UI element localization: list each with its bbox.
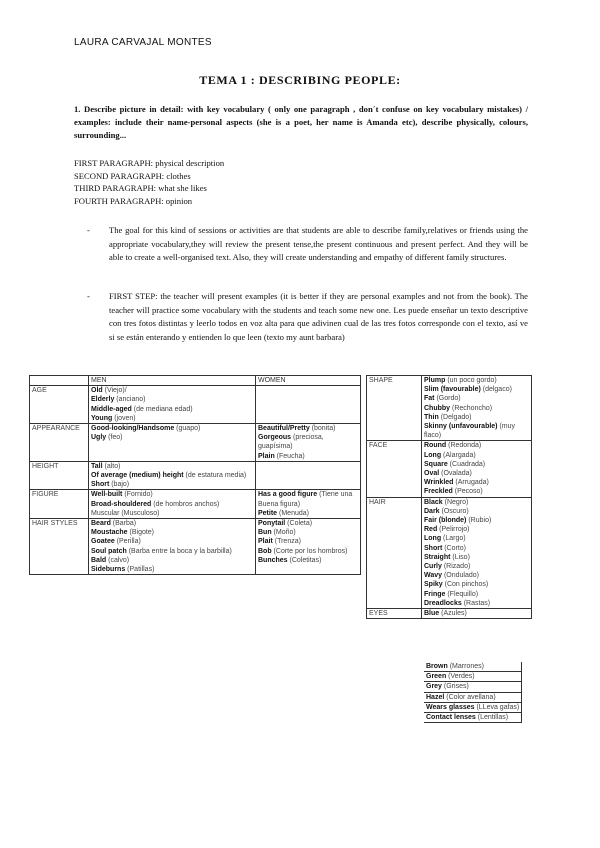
vocab-translation: (Verdes) <box>446 673 475 681</box>
vocab-table-eyes-continued <box>424 662 522 723</box>
vocab-translation: (Liso) <box>450 553 470 561</box>
table-row <box>30 424 361 462</box>
vocab-word: Square <box>424 460 448 468</box>
vocab-translation: (Pelirrojo) <box>437 526 470 534</box>
category-cell: AGE <box>30 386 89 424</box>
vocab-entry <box>424 422 529 440</box>
vocab-entry <box>424 451 529 460</box>
vocab-word: Dreadlocks <box>424 599 462 607</box>
women-cell <box>256 519 361 575</box>
vocab-translation: (Largo) <box>441 535 466 543</box>
vocab-entry <box>91 424 253 433</box>
vocab-entry <box>426 662 519 671</box>
vocab-entry <box>424 609 529 618</box>
items-cell <box>422 497 532 608</box>
vocab-word: Young <box>91 414 113 422</box>
category-cell: HAIR STYLES <box>30 519 89 575</box>
vocab-entry <box>258 433 358 451</box>
vocab-entry <box>258 537 358 546</box>
vocab-entry <box>424 498 529 507</box>
vocab-translation: (Bigote) <box>127 529 155 537</box>
vocab-word: Slim (favourable) <box>424 386 481 394</box>
vocab-entry <box>424 516 529 525</box>
author-name: LAURA CARVAJAL MONTES <box>74 37 212 48</box>
vocab-word: Chubby <box>424 404 451 412</box>
items-cell <box>424 672 522 682</box>
vocab-translation: (Menuda) <box>277 509 309 517</box>
vocab-translation: (Arrugada) <box>453 479 489 487</box>
vocab-translation: (Azules) <box>439 610 467 618</box>
vocab-translation: (Barba entre la boca y la barbilla) <box>126 547 232 555</box>
vocab-word: Plump <box>424 377 446 384</box>
vocab-entry <box>258 556 358 565</box>
vocab-translation: (Ondulado) <box>442 572 479 580</box>
vocab-word: Has a good figure <box>258 491 318 499</box>
vocab-entry <box>91 556 253 565</box>
table-row <box>30 490 361 519</box>
vocab-translation: (Pecoso) <box>452 488 483 496</box>
vocab-translation: Muscular (Musculoso) <box>91 509 160 517</box>
vocab-entry <box>424 460 529 469</box>
vocab-entry <box>91 480 253 489</box>
vocab-entry <box>91 395 253 404</box>
category-cell: FACE <box>367 441 422 497</box>
vocab-entry <box>91 537 253 546</box>
vocab-entry <box>91 471 253 480</box>
vocab-word: Hazel <box>426 693 445 701</box>
vocab-translation: (Cuadrada) <box>447 460 486 468</box>
vocab-entry <box>91 565 253 574</box>
header-cell: WOMEN <box>256 376 361 386</box>
header-cell: MEN <box>89 376 256 386</box>
vocab-entry <box>426 682 519 691</box>
women-cell <box>256 490 361 519</box>
bullet-first-step <box>87 290 528 344</box>
table-row <box>367 609 532 619</box>
vocab-translation: (preciosa, guapísima) <box>258 434 324 451</box>
items-cell <box>422 376 532 441</box>
vocab-translation: (Corte por los hombros) <box>271 547 348 555</box>
table-row <box>424 692 522 702</box>
vocab-word: Grey <box>426 683 442 691</box>
vocab-word: Bob <box>258 547 272 555</box>
vocab-word: Good-looking/Handsome <box>91 425 175 433</box>
items-cell <box>424 702 522 712</box>
vocab-word: Round <box>424 442 447 450</box>
vocab-translation: (Corto) <box>442 544 467 552</box>
bullet-text: FIRST STEP: the teacher will present examples (it is better if they are personal examples and not from the book). The teacher will practice some vocabulary with the students and teach some new one. Les puede enseñar un texto descriptive con tres fotos distintas y leerlo todos en voz alta para que adivinen cual de las tres fotos corresponde con el texto, así ve si se están enterando y entienden lo que leen (texto my aunt barbara) <box>109 291 528 342</box>
paragraph-item: THIRD PARAGRAPH: what she likes <box>74 183 207 193</box>
vocab-entry <box>258 452 358 461</box>
vocab-translation: (anciano) <box>114 396 146 404</box>
vocab-translation: (de mediana edad) <box>131 405 193 413</box>
women-cell <box>256 461 361 490</box>
women-cell <box>256 424 361 462</box>
vocab-translation: (Redonda) <box>446 442 482 450</box>
vocab-entry <box>424 441 529 450</box>
vocab-entry <box>91 405 253 414</box>
vocab-entry <box>424 534 529 543</box>
vocab-entry <box>426 703 519 712</box>
table-row <box>424 713 522 723</box>
vocab-word: Skinny (unfavourable) <box>424 423 498 431</box>
category-cell: SHAPE <box>367 376 422 441</box>
vocab-word: Sideburns <box>91 566 126 574</box>
vocab-word: Soul patch <box>91 547 127 555</box>
vocab-word: Beard <box>91 520 111 528</box>
vocab-translation: (Viejo)/ <box>102 387 127 395</box>
vocab-word: Bun <box>258 529 272 537</box>
table-row <box>424 702 522 712</box>
vocab-translation: (Barba) <box>110 520 137 528</box>
vocab-entry <box>91 414 253 423</box>
question-text: 1. Describe picture in detail: with key vocabulary ( only one paragraph , don´t confuse on key vocabulary mistakes) / examples: include their name-personal aspects (she is a poet, her name is Amanda etc), describe physically, colours, surrounding... <box>74 104 528 140</box>
vocab-translation: (joven) <box>112 414 136 422</box>
vocab-entry <box>91 433 253 442</box>
vocab-word: Thin <box>424 413 439 421</box>
vocab-entry <box>424 478 529 487</box>
vocab-word: Long <box>424 451 442 459</box>
vocab-word: Green <box>426 673 447 681</box>
vocab-word: Broad-shouldered <box>91 500 152 508</box>
vocab-entry <box>258 509 358 518</box>
paragraph-item: SECOND PARAGRAPH: clothes <box>74 170 191 181</box>
men-cell <box>89 386 256 424</box>
vocab-entry <box>91 509 253 518</box>
vocab-word: Of average (medium) height <box>91 472 184 480</box>
vocab-word: Red <box>424 526 438 534</box>
vocab-entry <box>91 519 253 528</box>
vocab-entry <box>91 547 253 556</box>
vocab-translation: (Alargada) <box>441 451 476 459</box>
vocab-translation: (Gordo) <box>434 395 461 403</box>
vocab-word: Plain <box>258 452 275 460</box>
vocab-word: Brown <box>426 663 448 670</box>
vocab-word: Old <box>91 387 103 395</box>
vocab-translation: (un poco gordo) <box>445 377 497 384</box>
vocab-word: Blue <box>424 610 440 618</box>
vocab-translation: (Oscuro) <box>439 507 469 515</box>
vocab-word: Black <box>424 498 443 506</box>
vocab-translation: (Moño) <box>271 529 296 537</box>
items-cell <box>422 441 532 497</box>
vocab-word: Fat <box>424 395 435 403</box>
vocab-entry <box>424 487 529 496</box>
vocab-translation: (Tiene una Buena figura) <box>258 491 353 508</box>
vocab-entry <box>91 386 253 395</box>
women-cell <box>256 386 361 424</box>
vocab-translation: (Fornido) <box>122 491 153 499</box>
vocab-word: Plait <box>258 538 273 546</box>
vocab-word: Petite <box>258 509 278 517</box>
vocab-translation: (Patillas) <box>125 566 155 574</box>
items-cell <box>424 713 522 723</box>
vocab-word: Ugly <box>91 434 107 442</box>
vocab-word: Elderly <box>91 396 115 404</box>
vocab-translation: (delgaco) <box>480 386 512 394</box>
vocab-entry <box>258 528 358 537</box>
vocab-word: Wrinkled <box>424 479 454 487</box>
vocab-translation: (Rizado) <box>441 563 471 571</box>
vocab-entry <box>424 590 529 599</box>
items-cell <box>424 682 522 692</box>
vocab-translation: (Trenza) <box>272 538 301 546</box>
vocab-word: Bunches <box>258 556 288 564</box>
vocab-word: Fair (blonde) <box>424 517 467 525</box>
men-cell <box>89 461 256 490</box>
vocab-translation: (bonita) <box>309 425 336 433</box>
vocab-translation: (Delgado) <box>438 413 472 421</box>
vocab-translation: (Negro) <box>442 498 469 506</box>
vocab-entry <box>424 562 529 571</box>
men-cell <box>89 519 256 575</box>
vocab-word: Short <box>424 544 443 552</box>
vocab-word: Oval <box>424 470 440 478</box>
vocab-entry <box>258 547 358 556</box>
vocab-entry <box>424 580 529 589</box>
header-cell <box>30 376 89 386</box>
vocab-entry <box>258 519 358 528</box>
vocab-word: Short <box>91 481 110 489</box>
vocab-word: Contact lenses <box>426 714 476 722</box>
category-cell: HAIR <box>367 497 422 608</box>
vocab-entry <box>91 462 253 471</box>
category-cell: HEIGHT <box>30 461 89 490</box>
vocab-translation: (Coleta) <box>285 520 313 528</box>
vocab-entry <box>424 525 529 534</box>
vocab-translation: (LLeva gafas) <box>474 703 520 711</box>
table-row <box>367 497 532 608</box>
vocab-translation: (guapo) <box>174 425 201 433</box>
vocab-word: Moustache <box>91 529 128 537</box>
category-cell: FIGURE <box>30 490 89 519</box>
page-title: TEMA 1 : DESCRIBING PEOPLE: <box>199 73 401 87</box>
vocab-word: Wavy <box>424 572 443 580</box>
vocab-entry <box>258 424 358 433</box>
vocab-entry <box>424 376 529 385</box>
vocab-translation: (Flequillo) <box>445 590 479 598</box>
vocab-entry <box>424 469 529 478</box>
table-row <box>367 376 532 441</box>
vocab-entry <box>424 544 529 553</box>
vocab-translation: (muy flaco) <box>424 423 516 440</box>
paragraph-item: FIRST PARAGRAPH: physical description <box>74 158 225 168</box>
paragraph-list <box>74 157 224 207</box>
table-row <box>424 672 522 682</box>
items-cell <box>424 692 522 702</box>
vocab-word: Beautiful/Pretty <box>258 425 310 433</box>
vocab-translation: (de hombros anchos) <box>151 500 220 508</box>
vocab-translation: (Ovalada) <box>439 470 472 478</box>
vocab-word: Freckled <box>424 488 453 496</box>
vocab-translation: (Rastas) <box>461 599 491 607</box>
table-row <box>30 461 361 490</box>
vocab-entry <box>424 553 529 562</box>
vocab-translation: (de estatura media) <box>183 472 247 480</box>
bullet-dash: - <box>87 291 90 301</box>
table-row <box>424 662 522 672</box>
vocab-word: Tall <box>91 462 103 470</box>
vocab-entry <box>426 672 519 681</box>
vocab-entry <box>424 385 529 394</box>
vocab-word: Middle-aged <box>91 405 132 413</box>
vocab-translation: (Rubio) <box>466 517 492 525</box>
vocab-translation: (Coletitas) <box>287 556 322 564</box>
vocab-word: Straight <box>424 553 451 561</box>
table-row <box>367 441 532 497</box>
vocab-translation: (Perilla) <box>114 538 141 546</box>
vocab-translation: (Lentillas) <box>475 714 509 722</box>
items-cell <box>422 609 532 619</box>
vocab-word: Goatee <box>91 538 115 546</box>
vocab-translation: (Feucha) <box>274 452 305 460</box>
bullet-goal <box>87 224 528 265</box>
paragraph-item: FOURTH PARAGRAPH: opinion <box>74 195 193 206</box>
vocab-translation: (Rechoncho) <box>450 404 493 412</box>
category-cell: APPEARANCE <box>30 424 89 462</box>
vocab-translation: (feo) <box>106 434 123 442</box>
table-header-row <box>30 376 361 386</box>
vocab-word: Bald <box>91 556 107 564</box>
bullet-dash: - <box>87 225 90 235</box>
vocab-word: Curly <box>424 563 442 571</box>
vocab-word: Gorgeous <box>258 434 292 442</box>
vocab-entry <box>424 394 529 403</box>
table-row <box>30 519 361 575</box>
vocab-word: Spiky <box>424 581 443 589</box>
vocab-word: Dark <box>424 507 440 515</box>
vocab-entry <box>91 500 253 509</box>
vocab-entry <box>258 490 358 508</box>
vocab-word: Wears glasses <box>426 703 475 711</box>
vocab-translation: (Con pinchos) <box>442 581 489 589</box>
vocab-word: Long <box>424 535 442 543</box>
category-cell: EYES <box>367 609 422 619</box>
vocab-entry <box>426 713 519 722</box>
vocab-word: Well-built <box>91 491 123 499</box>
vocab-entry <box>424 404 529 413</box>
bullet-text: The goal for this kind of sessions or activities are that students are able to describe family,relatives or friends using the appropriate vocabulary,they will review the present tense,the present continuous and present perfect. And they will be able to create a well-organised text. Also, they will create understanding and empathy of different family structures. <box>109 225 528 262</box>
men-cell <box>89 424 256 462</box>
vocab-translation: (Grises) <box>441 683 469 691</box>
items-cell <box>424 662 522 672</box>
vocab-translation: (Color avellana) <box>444 693 496 701</box>
vocab-table-features <box>366 375 532 619</box>
table-row <box>30 386 361 424</box>
vocab-entry <box>424 599 529 608</box>
table-row <box>424 682 522 692</box>
vocab-entry <box>426 693 519 702</box>
vocab-translation: (alto) <box>102 462 121 470</box>
vocab-translation: (bajo) <box>109 481 130 489</box>
vocab-word: Fringe <box>424 590 446 598</box>
vocab-entry <box>91 490 253 499</box>
vocab-entry <box>91 528 253 537</box>
vocab-table-men-women <box>29 375 361 575</box>
vocab-entry <box>424 507 529 516</box>
vocab-translation: (calvo) <box>106 556 130 564</box>
vocab-entry <box>424 571 529 580</box>
vocab-word: Ponytail <box>258 520 286 528</box>
men-cell <box>89 490 256 519</box>
vocab-entry <box>424 413 529 422</box>
vocab-translation: (Marrones) <box>447 663 484 670</box>
